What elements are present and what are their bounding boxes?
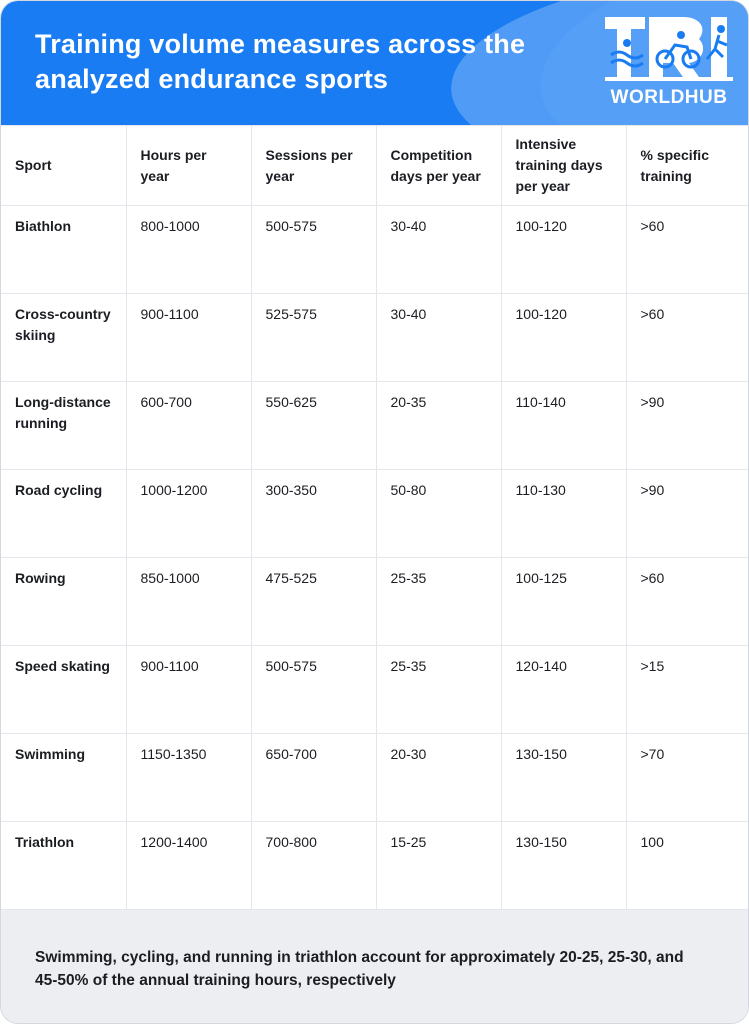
page-title: Training volume measures across the analyzed endurance sports bbox=[35, 29, 526, 94]
competition-days-cell: 20-35 bbox=[376, 382, 501, 470]
sport-cell: Speed skating bbox=[1, 646, 126, 734]
hours-cell: 1200-1400 bbox=[126, 822, 251, 910]
sessions-cell: 300-350 bbox=[251, 470, 376, 558]
hours-cell: 1000-1200 bbox=[126, 470, 251, 558]
intensive-days-cell: 110-140 bbox=[501, 382, 626, 470]
intensive-days-cell: 130-150 bbox=[501, 734, 626, 822]
competition-days-cell: 30-40 bbox=[376, 206, 501, 294]
sport-cell: Cross-country skiing bbox=[1, 294, 126, 382]
sessions-cell: 550-625 bbox=[251, 382, 376, 470]
specific-training-cell: >90 bbox=[626, 470, 749, 558]
competition-days-cell: 15-25 bbox=[376, 822, 501, 910]
hours-cell: 900-1100 bbox=[126, 294, 251, 382]
sessions-cell: 700-800 bbox=[251, 822, 376, 910]
worldhub-logo bbox=[603, 13, 735, 111]
table-row bbox=[1, 646, 749, 734]
column-header-intensive-days: Intensive training days per year bbox=[501, 126, 626, 206]
specific-training-cell: >60 bbox=[626, 558, 749, 646]
specific-training-cell: >70 bbox=[626, 734, 749, 822]
training-volume-table bbox=[1, 125, 749, 910]
table-header-row bbox=[1, 126, 749, 206]
competition-days-cell: 25-35 bbox=[376, 558, 501, 646]
intensive-days-cell: 100-125 bbox=[501, 558, 626, 646]
column-header-sessions: Sessions per year bbox=[251, 126, 376, 206]
sport-cell: Swimming bbox=[1, 734, 126, 822]
sessions-cell: 475-525 bbox=[251, 558, 376, 646]
table-row bbox=[1, 470, 749, 558]
footer-note: Swimming, cycling, and running in triathlon account for approximately 20-25, 25-30, and 45-50% of the annual training hours, respectively bbox=[35, 949, 684, 989]
specific-training-cell: >60 bbox=[626, 294, 749, 382]
sport-cell: Rowing bbox=[1, 558, 126, 646]
intensive-days-cell: 100-120 bbox=[501, 206, 626, 294]
intensive-days-cell: 120-140 bbox=[501, 646, 626, 734]
sessions-cell: 650-700 bbox=[251, 734, 376, 822]
competition-days-cell: 50-80 bbox=[376, 470, 501, 558]
intensive-days-cell: 100-120 bbox=[501, 294, 626, 382]
footer-note-panel bbox=[1, 909, 749, 1024]
specific-training-cell: 100 bbox=[626, 822, 749, 910]
specific-training-cell: >15 bbox=[626, 646, 749, 734]
competition-days-cell: 30-40 bbox=[376, 294, 501, 382]
sport-cell: Biathlon bbox=[1, 206, 126, 294]
hours-cell: 1150-1350 bbox=[126, 734, 251, 822]
sport-cell: Road cycling bbox=[1, 470, 126, 558]
sport-cell: Long-distance running bbox=[1, 382, 126, 470]
header-banner bbox=[1, 1, 749, 125]
table-row bbox=[1, 734, 749, 822]
table-row bbox=[1, 382, 749, 470]
table-row bbox=[1, 206, 749, 294]
table-row bbox=[1, 822, 749, 910]
hours-cell: 900-1100 bbox=[126, 646, 251, 734]
sessions-cell: 500-575 bbox=[251, 646, 376, 734]
column-header-hours: Hours per year bbox=[126, 126, 251, 206]
column-header-specific-training: % specific training bbox=[626, 126, 749, 206]
competition-days-cell: 25-35 bbox=[376, 646, 501, 734]
column-header-sport: Sport bbox=[1, 126, 126, 206]
hours-cell: 600-700 bbox=[126, 382, 251, 470]
table-row bbox=[1, 558, 749, 646]
intensive-days-cell: 130-150 bbox=[501, 822, 626, 910]
intensive-days-cell: 110-130 bbox=[501, 470, 626, 558]
table-row bbox=[1, 294, 749, 382]
logo-text: WORLDHUB bbox=[610, 87, 728, 108]
sport-cell: Triathlon bbox=[1, 822, 126, 910]
competition-days-cell: 20-30 bbox=[376, 734, 501, 822]
sessions-cell: 500-575 bbox=[251, 206, 376, 294]
specific-training-cell: >90 bbox=[626, 382, 749, 470]
sessions-cell: 525-575 bbox=[251, 294, 376, 382]
column-header-competition-days: Competition days per year bbox=[376, 126, 501, 206]
hours-cell: 850-1000 bbox=[126, 558, 251, 646]
hours-cell: 800-1000 bbox=[126, 206, 251, 294]
specific-training-cell: >60 bbox=[626, 206, 749, 294]
triathlon-swim-bike-run-icon bbox=[603, 13, 735, 85]
